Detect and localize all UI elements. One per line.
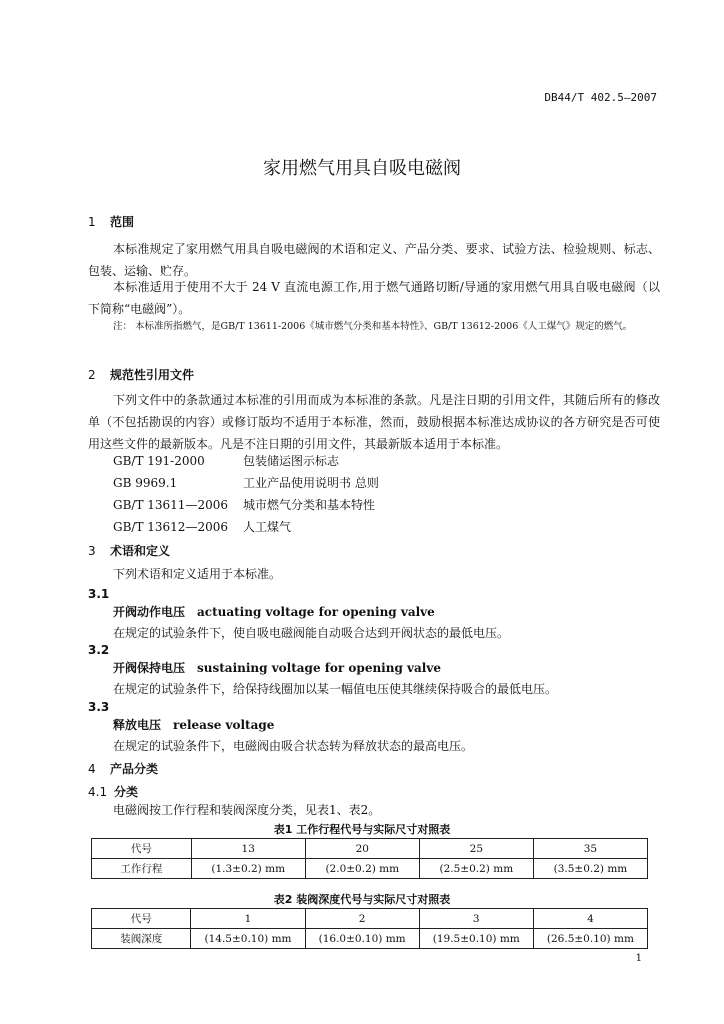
table-cell: (19.5±0.10) mm — [419, 929, 533, 949]
section-2-heading — [88, 366, 194, 383]
term-definition: 在规定的试验条件下，使自吸电磁阀能自动吸合达到开阀状态的最低电压。 — [113, 626, 510, 640]
table-row — [92, 839, 648, 859]
section-number: 2 — [88, 368, 96, 382]
term-zh: 释放电压 — [113, 718, 162, 732]
section-3-heading — [88, 542, 170, 559]
document-title: 家用燃气用具自吸电磁阀 — [263, 158, 461, 179]
table-cell: 装阀深度 — [92, 929, 191, 949]
table-cell: 4 — [533, 909, 647, 929]
section-number: 1 — [88, 215, 96, 229]
scope-note: 注： 本标准所指燃气，是GB/T 13611-2006《城市燃气分类和基本特性》、GB/T 13612-2006《人工煤气》规定的燃气。 — [113, 321, 633, 332]
section-title: 规范性引用文件 — [110, 368, 195, 382]
table-cell: 13 — [191, 839, 305, 859]
table-row — [92, 929, 648, 949]
reference-code: GB 9969.1 — [113, 476, 178, 490]
reference-name: 包装储运图示标志 — [243, 454, 340, 468]
reference-code: GB/T 191-2000 — [113, 454, 205, 468]
term-heading — [113, 659, 441, 676]
reference-item — [113, 474, 379, 491]
scope-paragraph-1: 本标准规定了家用燃气用具自吸电磁阀的术语和定义、产品分类、要求、试验方法、检验规则、标志、包装、运输、贮存。 — [88, 242, 660, 278]
table-2 — [91, 908, 648, 949]
table-row — [92, 909, 648, 929]
section-number: 3 — [88, 544, 96, 558]
term-en: actuating voltage for opening valve — [197, 605, 435, 619]
term-zh: 开阀动作电压 — [113, 605, 186, 619]
table-cell: 2 — [305, 909, 419, 929]
table-cell: 20 — [305, 839, 419, 859]
reference-code: GB/T 13612—2006 — [113, 520, 228, 534]
section-title: 术语和定义 — [110, 544, 171, 558]
table-1 — [91, 838, 648, 879]
table-cell: (16.0±0.10) mm — [305, 929, 419, 949]
table-cell: 35 — [533, 839, 647, 859]
table-2-caption: 表2 装阀深度代号与实际尺寸对照表 — [273, 893, 451, 906]
classification-intro: 电磁阀按工作行程和装阀深度分类，见表1、表2。 — [113, 803, 381, 817]
table-cell: (1.3±0.2) mm — [191, 859, 305, 879]
term-definition: 在规定的试验条件下，给保持线圈加以某一幅值电压使其继续保持吸合的最低电压。 — [113, 682, 558, 696]
table-cell: (26.5±0.10) mm — [533, 929, 647, 949]
table-cell: 代号 — [92, 909, 191, 929]
term-definition: 在规定的试验条件下，电磁阀由吸合状态转为释放状态的最高电压。 — [113, 739, 474, 753]
table-cell: (2.0±0.2) mm — [305, 859, 419, 879]
term-number: 3.3 — [88, 700, 110, 714]
table-cell: 3 — [419, 909, 533, 929]
section-title: 范围 — [110, 215, 135, 229]
subsection-title: 分类 — [114, 785, 139, 799]
document-code: DB44/T 402.5—2007 — [544, 91, 657, 104]
term-zh: 开阀保持电压 — [113, 661, 186, 675]
reference-code: GB/T 13611—2006 — [113, 498, 228, 512]
references-intro: 下列文件中的条款通过本标准的引用而成为本标准的条款。凡是注日期的引用文件，其随后所有的修改单（不包括勘误的内容）或修订版均不适用于本标准，然而，鼓励根据本标准达成协议的各方研究是否可使用这些文件的最新版本。凡是不注日期的引用文件，其最新版本适用于本标准。 — [88, 393, 660, 451]
reference-name: 人工煤气 — [243, 520, 292, 534]
subsection-number: 4.1 — [88, 785, 108, 799]
term-heading — [113, 716, 274, 733]
reference-item — [113, 496, 375, 513]
term-en: sustaining voltage for opening valve — [197, 661, 441, 675]
term-heading — [113, 603, 435, 620]
table-cell: (2.5±0.2) mm — [419, 859, 533, 879]
table-cell: 1 — [191, 909, 305, 929]
reference-item — [113, 452, 339, 469]
section-number: 4 — [88, 762, 96, 776]
page-number: 1 — [635, 953, 642, 964]
terms-intro: 下列术语和定义适用于本标准。 — [113, 567, 282, 581]
table-cell: (3.5±0.2) mm — [533, 859, 647, 879]
table-cell: 工作行程 — [92, 859, 192, 879]
reference-name: 工业产品使用说明书 总则 — [243, 476, 379, 490]
table-cell: 25 — [419, 839, 533, 859]
table-cell: (14.5±0.10) mm — [191, 929, 305, 949]
table-1-caption: 表1 工作行程代号与实际尺寸对照表 — [273, 823, 451, 836]
term-number: 3.1 — [88, 587, 110, 601]
term-en: release voltage — [173, 718, 275, 732]
subsection-4-1-heading — [88, 783, 138, 800]
table-cell: 代号 — [92, 839, 192, 859]
section-1-heading — [88, 213, 134, 230]
section-title: 产品分类 — [110, 762, 159, 776]
reference-name: 城市燃气分类和基本特性 — [243, 498, 376, 512]
scope-paragraph-2: 本标准适用于使用不大于 24 V 直流电源工作,用于燃气通路切断/导通的家用燃气用具自吸电磁阀（以下简称“电磁阀”）。 — [88, 280, 660, 316]
reference-item — [113, 518, 291, 535]
section-4-heading — [88, 760, 158, 777]
term-number: 3.2 — [88, 643, 110, 657]
table-row — [92, 859, 648, 879]
